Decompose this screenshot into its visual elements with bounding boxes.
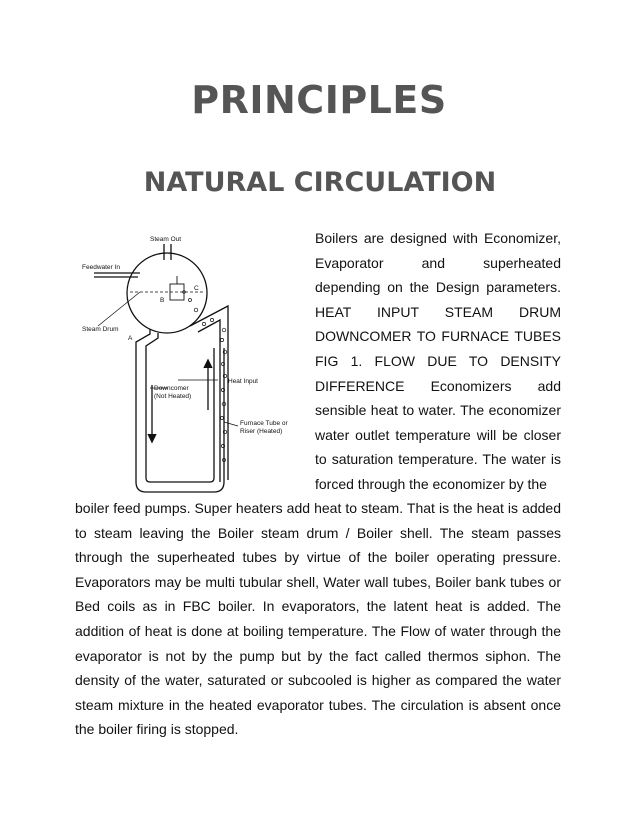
furnace-tube-label: Furnace Tube or bbox=[240, 420, 288, 427]
feedwater-in-label: Feedwater In bbox=[82, 264, 120, 271]
downcomer-label: Downcomer bbox=[154, 385, 189, 392]
riser-label: Riser (Heated) bbox=[240, 428, 283, 435]
body-text-side bbox=[315, 226, 561, 497]
paragraph-full: boiler feed pumps. Super heaters add heat to steam. That is the heat is added to steam leaving the Boiler steam drum / Boiler shell. The steam passes through the superheated tubes by virtue of the boiler operating pressure. Evaporators may be multi tubular shell, Water wall tubes, Boiler bank tubes or Bed coils as in FBC boiler. In evaporators, the latent heat is added. The addition of heat is done at boiling temperature. The Flow of water through the evaporator is not by the pump but by the fact called thermos siphon. The density of the water, saturated or subcooled is higher as compared the water steam mixture in the heated evaporator tubes. The circulation is absent once the boiler firing is stopped. bbox=[75, 500, 561, 738]
section-heading: NATURAL CIRCULATION bbox=[143, 167, 497, 198]
steam-drum-label: Steam Drum bbox=[82, 326, 119, 333]
heat-input-label: Heat Input bbox=[228, 378, 258, 385]
point-a-label: A bbox=[128, 335, 133, 342]
steam-out-label: Steam Out bbox=[150, 236, 182, 243]
point-c-label: C bbox=[194, 285, 199, 292]
page-title: PRINCIPLES bbox=[191, 78, 447, 122]
natural-circulation-diagram bbox=[78, 230, 310, 502]
point-b-label: B bbox=[160, 297, 165, 304]
paragraph-side: Boilers are designed with Economizer, Evaporator and superheated depending on the Design parameters. HEAT INPUT STEAM DRUM DOWNCOMER TO FURNACE TUBES FIG 1. FLOW DUE TO DENSITY DIFFERENCE Economizers add sensible heat to water. The economizer water outlet temperature will be closer to saturation temperature. The water is forced through the economizer by the bbox=[315, 230, 561, 492]
not-heated-label: (Not Heated) bbox=[154, 393, 192, 400]
body-text-full bbox=[75, 496, 561, 742]
